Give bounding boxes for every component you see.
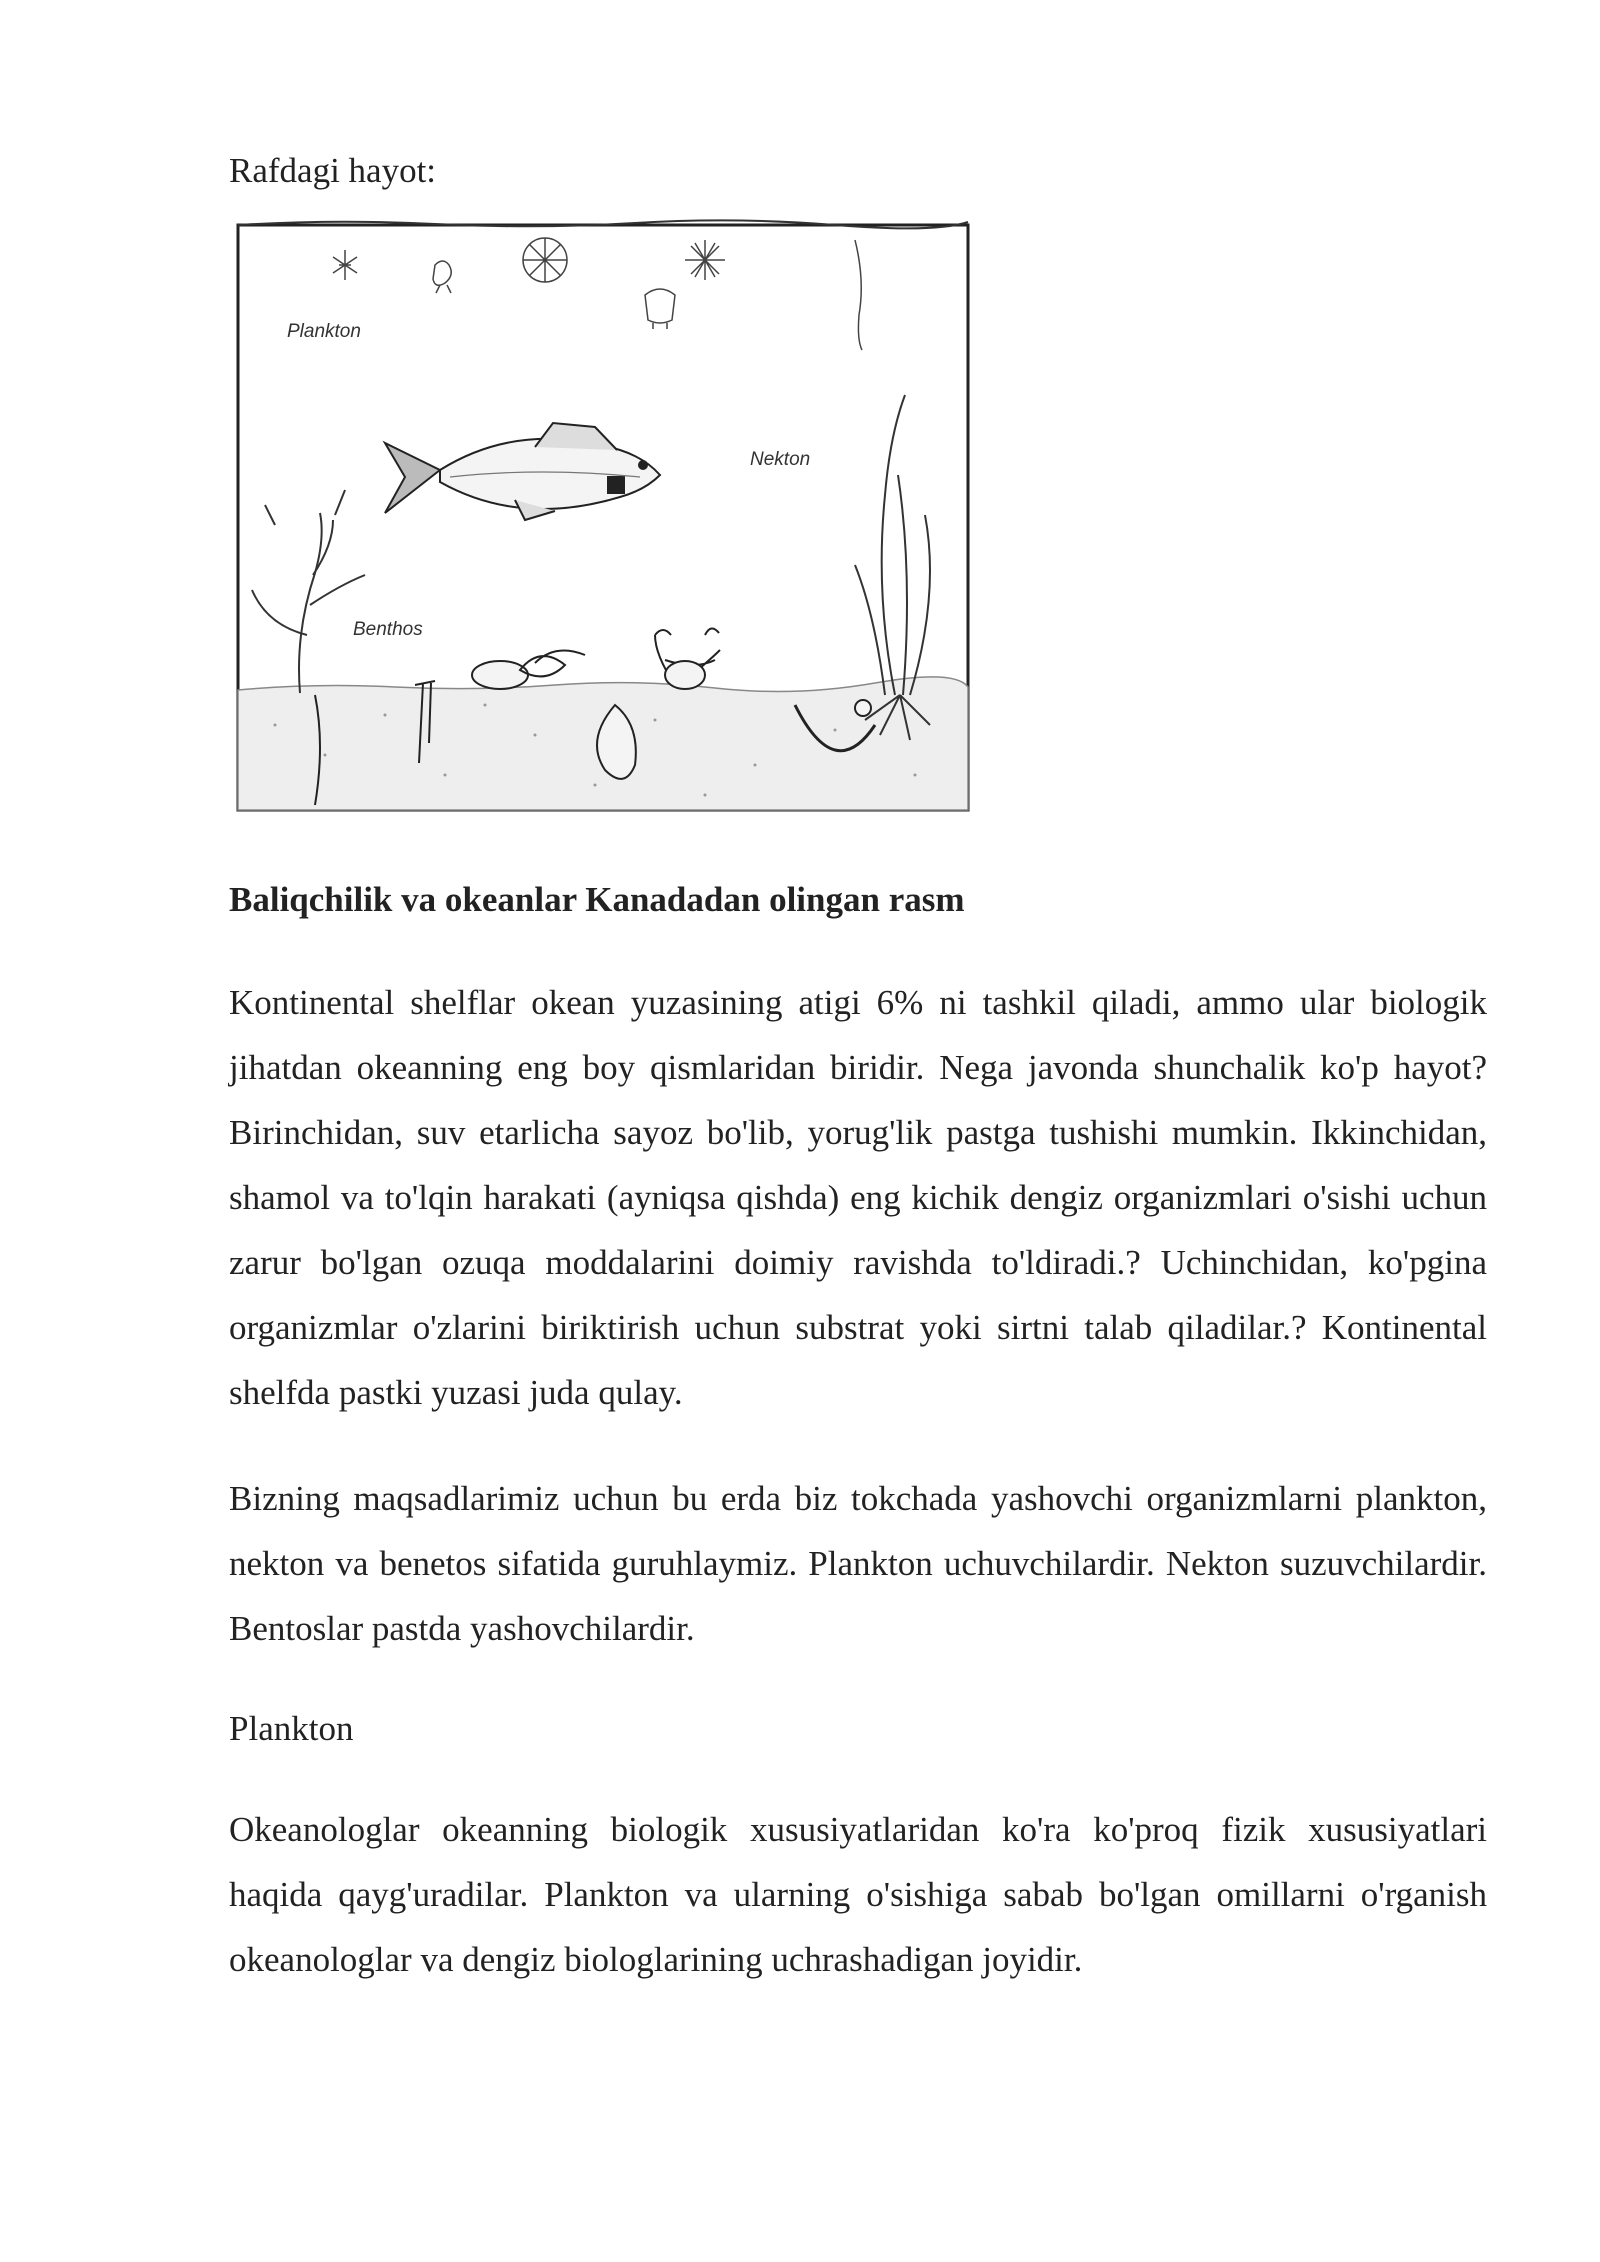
section-heading: Rafdagi hayot: xyxy=(229,151,437,190)
plankton-label: Plankton xyxy=(287,321,361,342)
paragraph-oceanologists: Okeanologlar okeanning biologik xususiyatlaridan ko'ra ko'proq fizik xususiyatlari haqida qayg'uradilar. Plankton va ularning o'sishiga sabab bo'lgan omillarni o'rganish okeanologlar va dengiz biologlarining uchrashadigan joyidir. xyxy=(229,1810,1487,1979)
figure-caption: Baliqchilik va okeanlar Kanadadan olingan rasm xyxy=(229,880,965,919)
paragraph-groups: Bizning maqsadlarimiz uchun bu erda biz tokchada yashovchi organizmlarni plankton, nekton va benetos sifatida guruhlaymiz. Plankton uchuvchilardir. Nekton suzuvchilardir. Bentoslar pastda yashovchilardir. xyxy=(229,1479,1487,1648)
nekton-label: Nekton xyxy=(750,449,811,470)
benthos-label: Benthos xyxy=(353,619,423,640)
shelf-life-illustration xyxy=(235,215,975,815)
subheading-plankton: Plankton xyxy=(229,1709,354,1748)
paragraph-continental-shelf: Kontinental shelflar okean yuzasining atigi 6% ni tashkil qiladi, ammo ular biologik jihatdan okeanning eng boy qismlaridan biridir. Nega javonda shunchalik ko'p hayot? Birinchidan, suv etarlicha sayoz bo'lib, yorug'lik pastga tushishi mumkin. Ikkinchidan, shamol va to'lqin harakati (ayniqsa qishda) eng kichik dengiz organizmlari o'sishi uchun zarur bo'lgan ozuqa moddalarini doimiy ravishda to'ldiradi.? Uchinchidan, ko'pgina organizmlar o'zlarini biriktirish uchun substrat yoki sirtni talab qiladilar.? Kontinental shelfda pastki yuzasi juda qulay. xyxy=(229,983,1487,1412)
